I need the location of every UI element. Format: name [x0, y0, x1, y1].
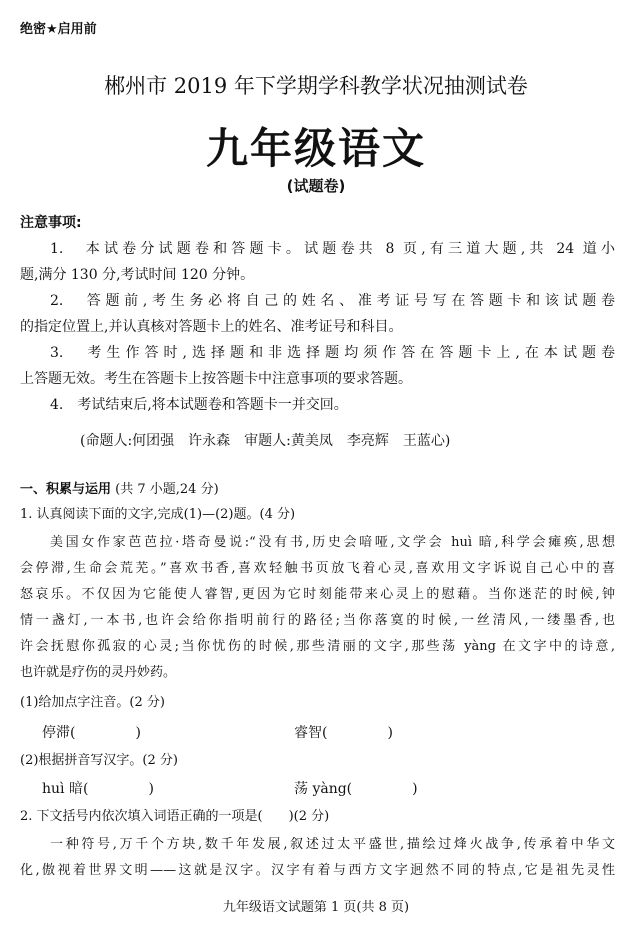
answer-blank-1-2b: 荡 yàng( ) — [294, 781, 418, 797]
answer-blank-1-1b: 睿智( ) — [294, 725, 393, 741]
notice-item-1: 1. 本试卷分试题卷和答题卡。试题卷共 8 页,有三道大题,共 24 道小 — [50, 241, 615, 257]
section1-note: (共 7 小题,24 分) — [115, 482, 219, 497]
paper-type: (试题卷) — [286, 177, 346, 195]
notice-heading: 注意事项: — [20, 215, 82, 231]
q2-passage-line-2: 化,傲视着世界文明——这就是汉字。汉字有着与西方文字迥然不同的特点,它是祖先灵性 — [20, 863, 615, 878]
answer-blank-1-2a: huì 暗( ) — [42, 781, 154, 797]
q2-passage-line-1: 一种符号,万千个方块,数千年发展,叙述过太平盛世,描绘过烽火战争,传承着中华文 — [50, 837, 615, 852]
question-1-2: (2)根据拼音写汉字。(2 分) — [20, 753, 178, 768]
passage-line-5: 许会抚慰你孤寂的心灵;当你忧伤的时候,那些清丽的文字,那些荡 yàng 在文字中的诗意, — [20, 639, 615, 654]
notice-item-2: 2. 答题前,考生务必将自己的姓名、准考证号写在答题卡和该试题卷 — [50, 293, 615, 309]
authors-line: (命题人:何团强 许永森 审题人:黄美凤 李亮辉 王蓝心) — [80, 433, 451, 449]
question-1-stem: 1. 认真阅读下面的文字,完成(1)—(2)题。(4 分) — [20, 507, 296, 522]
notice-item-2-cont: 的指定位置上,并认真核对答题卡上的姓名、准考证号和科目。 — [20, 319, 403, 335]
answer-blank-1-1a: 停滞( ) — [42, 725, 141, 741]
passage-line-4: 情一盏灯,一本书,也许会给你指明前行的路径;当你落寞的时候,一丝清风,一缕墨香,也 — [20, 613, 615, 628]
notice-item-3: 3. 考生作答时,选择题和非选择题均须作答在答题卡上,在本试题卷 — [50, 345, 615, 361]
subject-title: 九年级语文 — [205, 124, 426, 173]
notice-item-1-cont: 题,满分 130 分,考试时间 120 分钟。 — [20, 267, 255, 283]
passage-line-1: 美国女作家芭芭拉·塔奇曼说:“没有书,历史会喑哑,文学会 huì 暗,科学会瘫痪,思想 — [50, 535, 615, 550]
page-footer: 九年级语文试题第 1 页(共 8 页) — [222, 900, 410, 915]
passage-line-3: 怒哀乐。不仅因为它能使人睿智,更因为它时刻能带来心灵上的慰藉。当你迷茫的时候,钟 — [20, 587, 615, 602]
question-1-1: (1)给加点字注音。(2 分) — [20, 695, 165, 710]
exam-title: 郴州市 2019 年下学期学科教学状况抽测试卷 — [104, 74, 528, 98]
question-2-stem: 2. 下文括号内依次填入词语正确的一项是( )(2 分) — [20, 809, 330, 824]
section1-title: 一、积累与运用 — [20, 482, 112, 497]
passage-line-2: 会停滞,生命会荒芜。”喜欢书香,喜欢轻触书页放飞着心灵,喜欢用文字诉说自己心中的喜 — [20, 561, 615, 576]
notice-item-3-cont: 上答题无效。考生在答题卡上按答题卡中注意事项的要求答题。 — [20, 371, 412, 387]
notice-item-4: 4. 考试结束后,将本试题卷和答题卡一并交回。 — [50, 397, 348, 413]
section1-heading — [20, 478, 219, 497]
passage-line-6: 也许就是疗伤的灵丹妙药。 — [20, 665, 177, 680]
secret-label: 绝密★启用前 — [20, 22, 97, 37]
